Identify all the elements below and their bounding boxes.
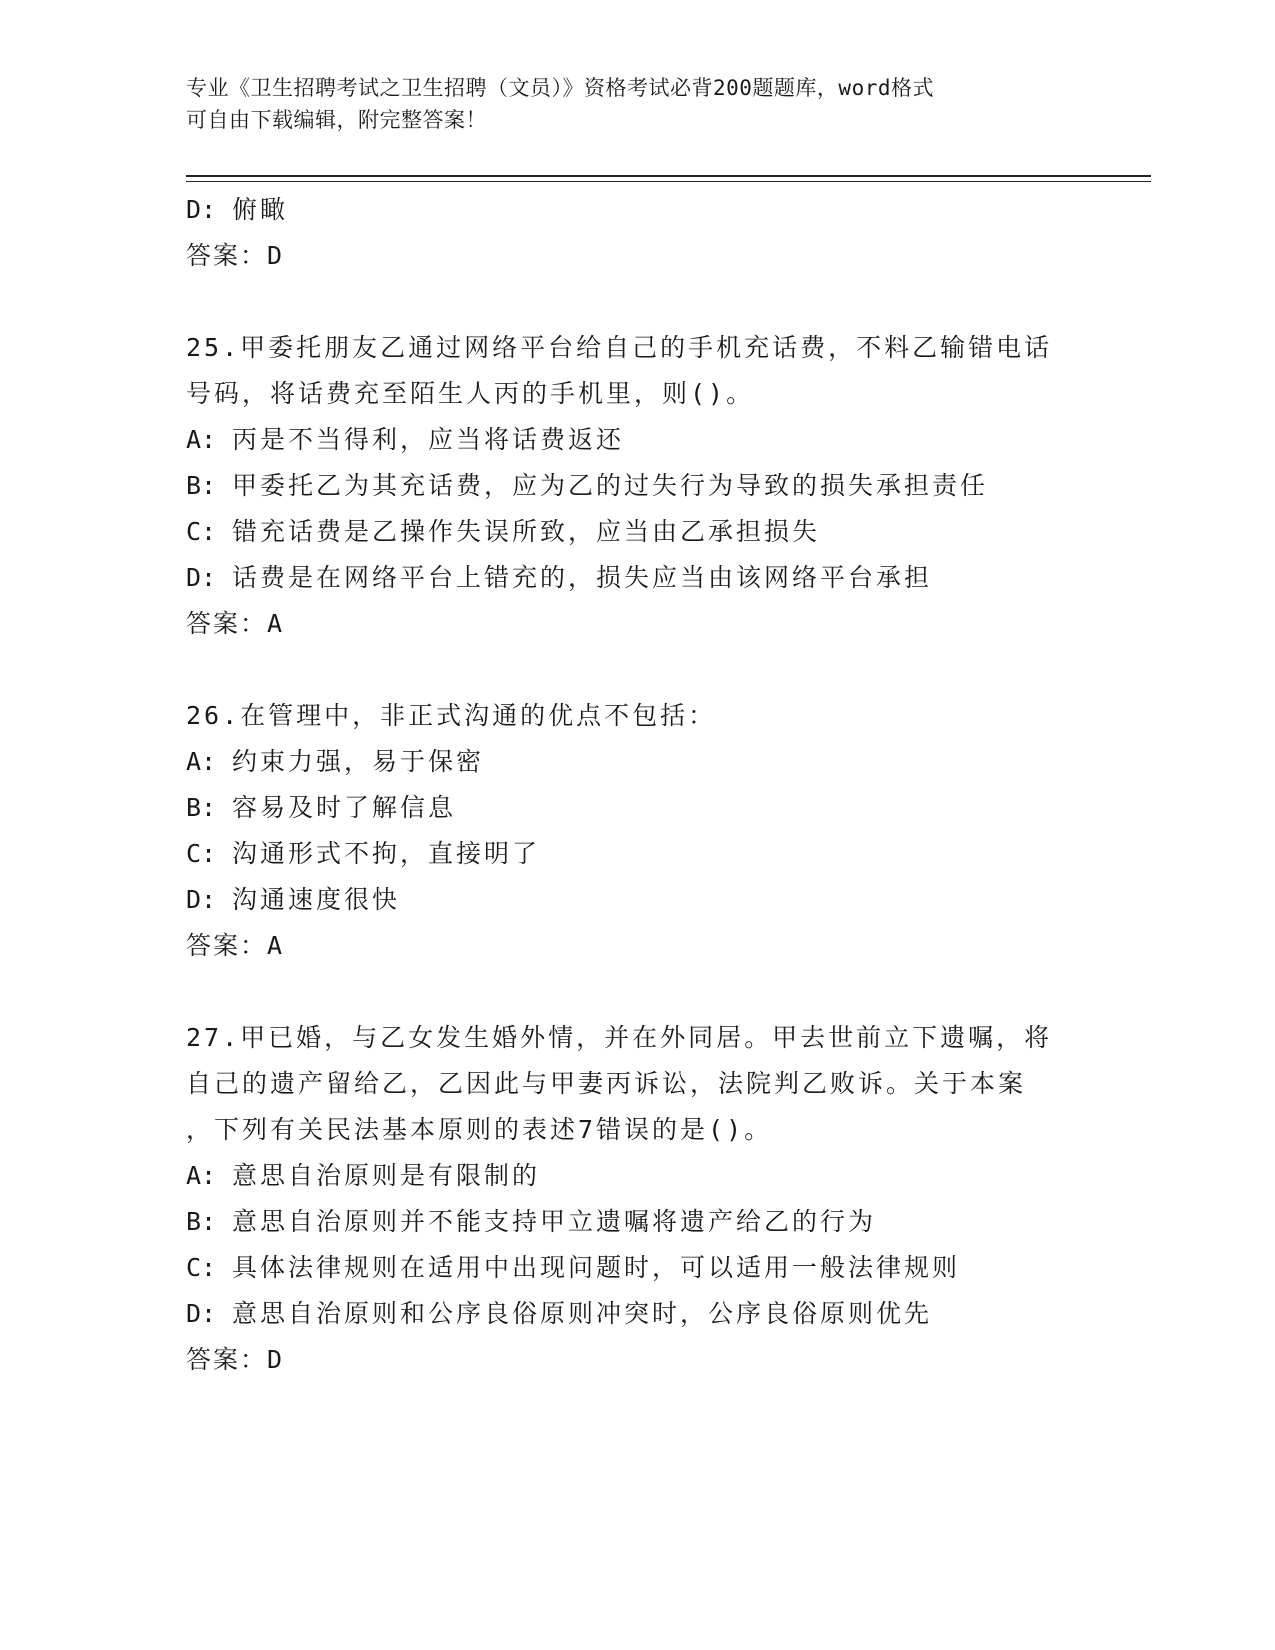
option-a [186,739,1151,785]
question-25 [186,325,1151,647]
option-text: 容易及时了解信息 [232,793,457,822]
option-label: A: [186,1161,217,1190]
question-26 [186,693,1151,969]
option-text: 丙是不当得利，应当将话费返还 [232,425,625,454]
question-stem-line: 自己的遗产留给乙，乙因此与甲妻丙诉讼，法院判乙败诉。关于本案 [186,1069,1027,1098]
answer-line: 答案：A [186,609,285,638]
spacer [186,279,1151,325]
option-a [186,417,1151,463]
option-label: C: [186,517,217,546]
option-b [186,463,1151,509]
option-b [186,1199,1151,1245]
option-label: C: [186,1253,217,1282]
question-stem-line: 26.在管理中，非正式沟通的优点不包括： [186,701,717,730]
option-text: 意思自治原则并不能支持甲立遗嘱将遗产给乙的行为 [232,1207,877,1236]
option-label: D: [186,885,217,914]
option-label: B: [186,793,217,822]
option-text: 沟通形式不拘，直接明了 [232,839,541,868]
option-text: 意思自治原则和公序良俗原则冲突时，公序良俗原则优先 [232,1299,933,1328]
option-text: 错充话费是乙操作失误所致，应当由乙承担损失 [232,517,821,546]
option-label: C: [186,839,217,868]
option-text: 具体法律规则在适用中出现问题时，可以适用一般法律规则 [232,1253,961,1282]
question-stem-line: ，下列有关民法基本原则的表述7错误的是()。 [186,1115,773,1144]
option-d [186,877,1151,923]
question-stem-line: 27.甲已婚，与乙女发生婚外情，并在外同居。甲去世前立下遗嘱，将 [186,1023,1053,1052]
header-title-line-1: 专业《卫生招聘考试之卫生招聘（文员）》资格考试必背200题题库，word格式 [186,76,934,100]
option-c [186,1245,1151,1291]
option-text: 约束力强，易于保密 [232,747,485,776]
option-label: A: [186,747,217,776]
question-stem-line: 25.甲委托朋友乙通过网络平台给自己的手机充话费，不料乙输错电话 [186,333,1053,362]
option-d [186,187,1151,233]
answer-line: 答案：D [186,241,285,270]
option-b [186,785,1151,831]
option-label: B: [186,1207,217,1236]
header-title-line-2: 可自由下载编辑，附完整答案！ [186,108,487,132]
option-label: A: [186,425,217,454]
question-27 [186,1015,1151,1383]
answer-line: 答案：D [186,1345,285,1374]
option-label: D: [186,195,217,224]
option-c [186,831,1151,877]
page-header [186,72,1066,136]
option-text: 话费是在网络平台上错充的，损失应当由该网络平台承担 [232,563,933,592]
option-c [186,509,1151,555]
spacer [186,647,1151,693]
option-text: 沟通速度很快 [232,885,401,914]
option-label: B: [186,471,217,500]
option-a [186,1153,1151,1199]
spacer [186,969,1151,1015]
header-divider-thin [186,181,1151,182]
question-stem-line: 号码，将话费充至陌生人丙的手机里，则()。 [186,379,755,408]
option-label: D: [186,1299,217,1328]
option-text: 意思自治原则是有限制的 [232,1161,541,1190]
option-text: 甲委托乙为其充话费，应为乙的过失行为导致的损失承担责任 [232,471,989,500]
option-label: D: [186,563,217,592]
option-d [186,1291,1151,1337]
question-list [186,187,1151,1383]
option-text: 俯瞰 [232,195,289,224]
answer-line: 答案：A [186,931,285,960]
option-d [186,555,1151,601]
header-divider-thick [186,175,1151,177]
